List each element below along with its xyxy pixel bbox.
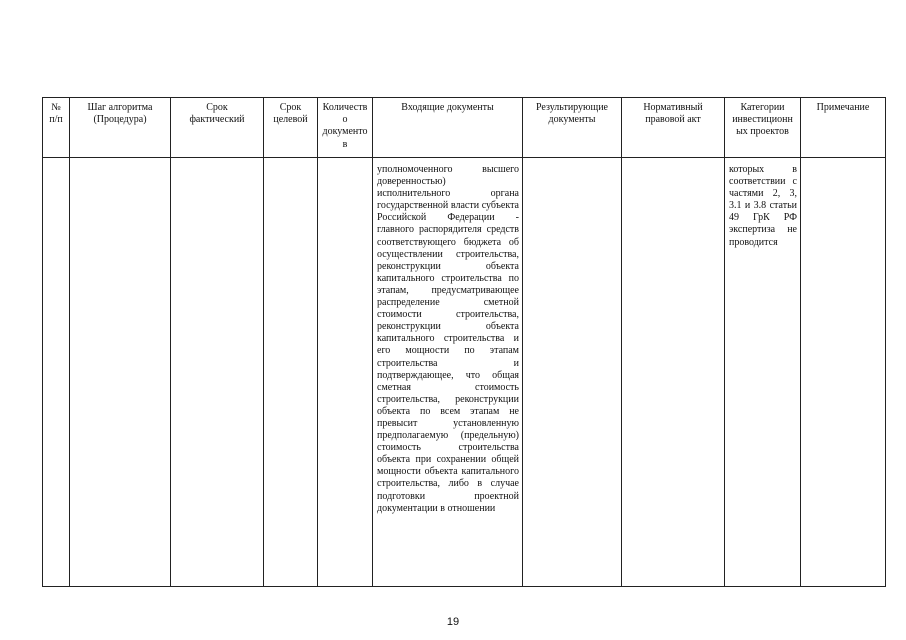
cell-term-target-text (264, 158, 317, 164)
cell-term-actual-text (171, 158, 263, 164)
cell-term-actual (171, 158, 264, 587)
header-categories (725, 98, 801, 158)
cell-step-text (70, 158, 170, 164)
header-number-label: № п/п (49, 102, 63, 126)
page-number: 19 (446, 616, 460, 628)
table-body (43, 158, 886, 587)
incoming-documents-text: уполномоченного высшего доверенностью) исполнительного органа государственной власти субъекта Российской Федерации - главного распорядителя средств соответствующего бюджета об осуществлении строительства, реконструкции объекта капитального строительства по этапам, предусматривающее распределение сметной стоимости строительства, реконструкции объекта капитального строительства и его мощности по этапам строительства и подтверждающее, что общая сметная стоимость строительства, реконструкции объекта по всем этапам не превысит установленную предполагаемую (предельную) стоимость строительства объекта при сохранении общей мощности объекта капитального строительства, либо в случае подготовки проектной документации в отношении (377, 164, 519, 514)
header-term-target-label: Срок целевой (273, 102, 308, 126)
cell-term-target (264, 158, 318, 587)
header-note (801, 98, 886, 158)
header-legal-act-label: Нормативный правовой акт (643, 102, 703, 126)
header-doc-count (318, 98, 373, 158)
header-result-documents (523, 98, 622, 158)
header-doc-count-label: Количеств о документо в (322, 102, 368, 150)
header-incoming-documents (373, 98, 523, 158)
header-step (70, 98, 171, 158)
algorithm-table (42, 97, 886, 587)
cell-result-documents-text (523, 158, 621, 164)
cell-doc-count-text (318, 158, 372, 164)
cell-number-text (43, 158, 69, 164)
cell-doc-count (318, 158, 373, 587)
categories-text: которых в соответствии с частями 2, 3, 3.1 и 3.8 статьи 49 ГрК РФ экспертиза не проводится (729, 164, 797, 248)
header-number (43, 98, 70, 158)
header-note-label: Примечание (816, 102, 870, 113)
cell-note (801, 158, 886, 587)
table-header (43, 98, 886, 158)
cell-categories (725, 158, 801, 587)
header-term-target (264, 98, 318, 158)
cell-incoming-documents (373, 158, 523, 587)
header-legal-act (622, 98, 725, 158)
cell-note-text (801, 158, 885, 164)
cell-legal-act-text (622, 158, 724, 164)
header-step-label: Шаг алгоритма (Процедура) (87, 102, 153, 126)
cell-step (70, 158, 171, 587)
cell-result-documents (523, 158, 622, 587)
header-result-documents-label: Результирующие документы (535, 102, 608, 126)
header-row (43, 98, 886, 158)
cell-number (43, 158, 70, 587)
header-term-actual-label: Срок фактический (189, 102, 245, 126)
cell-legal-act (622, 158, 725, 587)
header-categories-label: Категории инвестиционн ых проектов (732, 102, 793, 138)
table-row (43, 158, 886, 587)
header-incoming-documents-label: Входящие документы (401, 102, 494, 113)
header-term-actual (171, 98, 264, 158)
